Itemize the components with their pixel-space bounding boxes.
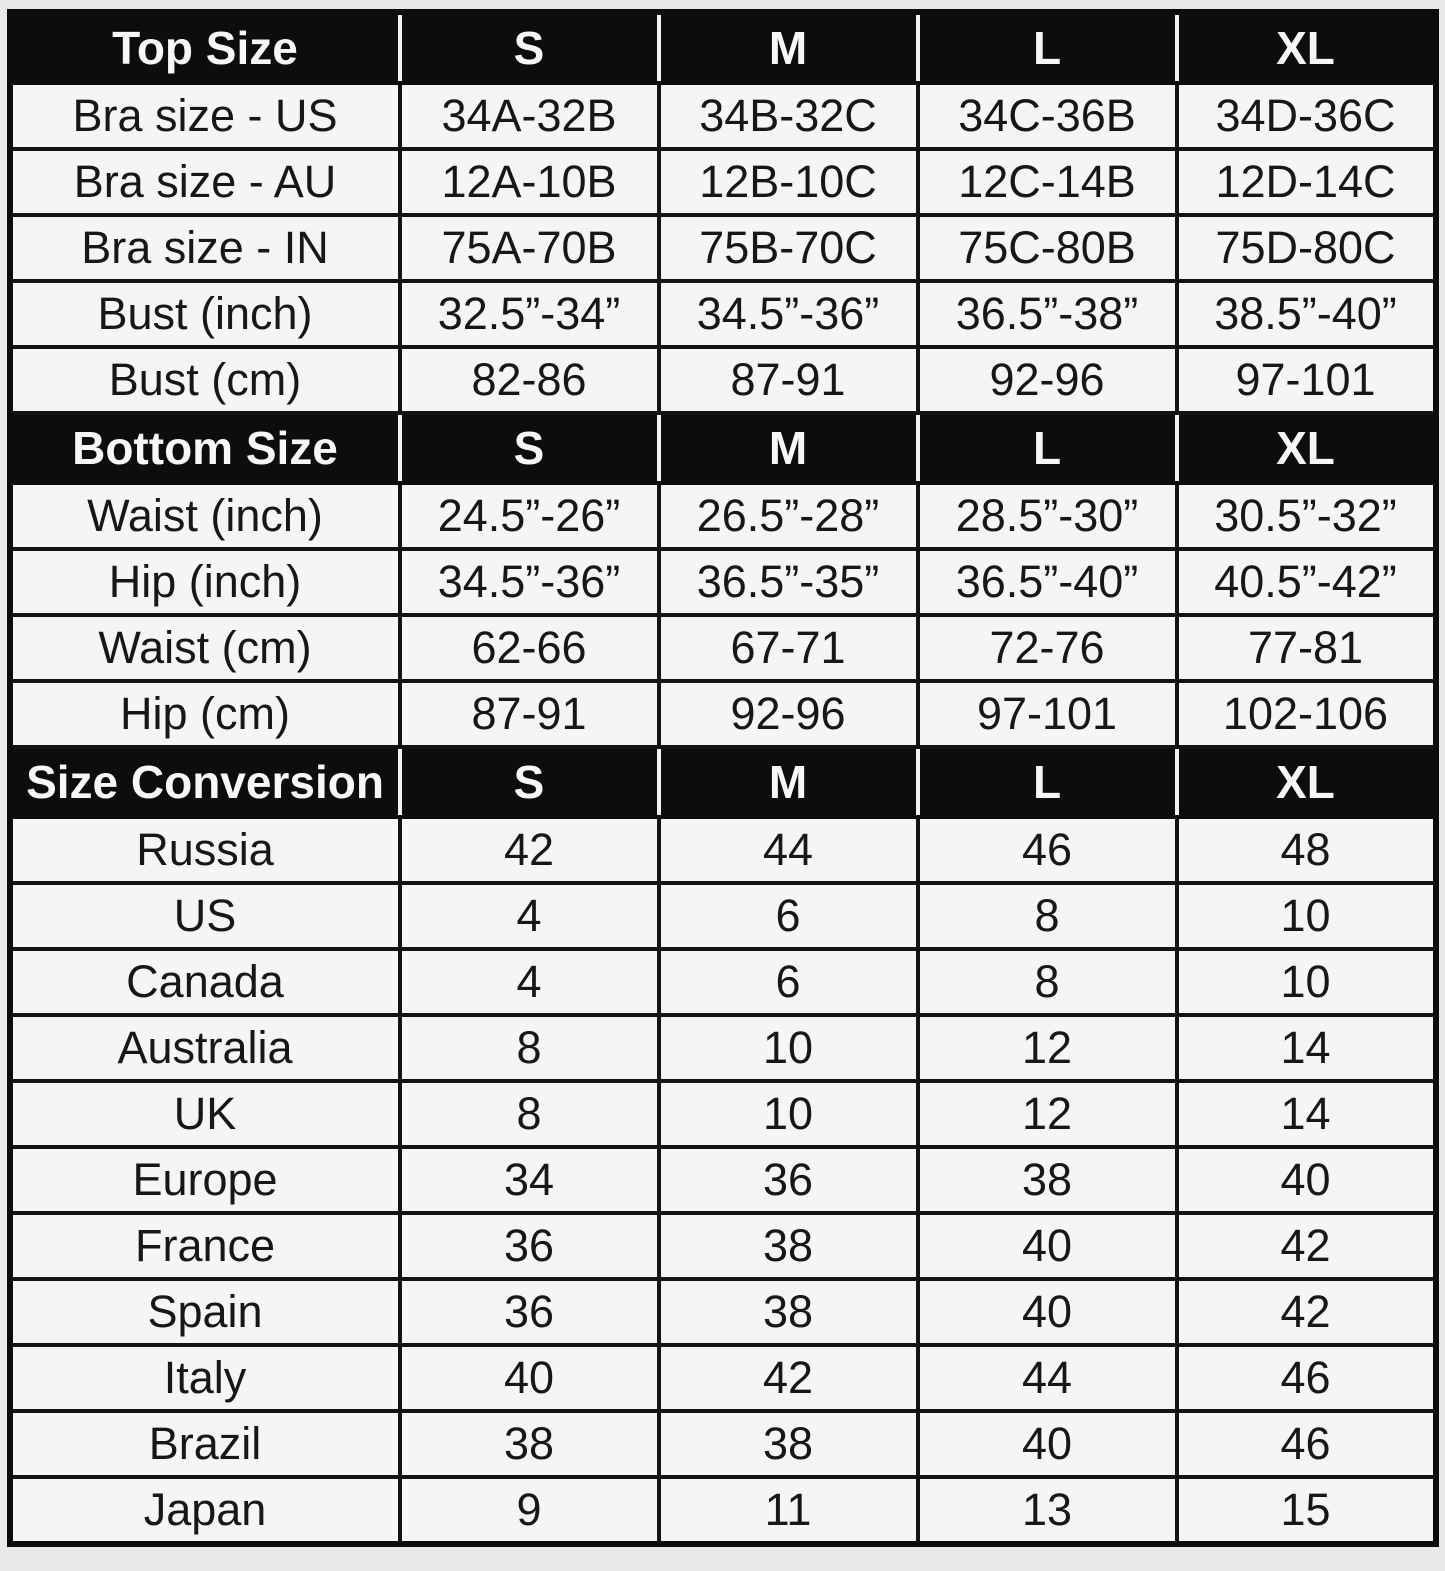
section-header-row-top-size xyxy=(10,12,1436,83)
value-cell: 34 xyxy=(400,1147,659,1213)
value-cell: 75D-80C xyxy=(1177,215,1436,281)
table-row-waist-cm xyxy=(10,615,1436,681)
row-label: Europe xyxy=(10,1147,400,1213)
value-cell: 38 xyxy=(659,1411,918,1477)
value-cell: 8 xyxy=(400,1015,659,1081)
column-header-l: L xyxy=(918,12,1177,83)
value-cell: 40 xyxy=(1177,1147,1436,1213)
table-row-bust-inch xyxy=(10,281,1436,347)
value-cell: 75A-70B xyxy=(400,215,659,281)
table-row-hip-inch xyxy=(10,549,1436,615)
table-row-us xyxy=(10,883,1436,949)
value-cell: 44 xyxy=(659,817,918,883)
row-label: Hip (inch) xyxy=(10,549,400,615)
value-cell: 97-101 xyxy=(918,681,1177,747)
table-row-uk xyxy=(10,1081,1436,1147)
value-cell: 38.5”-40” xyxy=(1177,281,1436,347)
value-cell: 10 xyxy=(1177,883,1436,949)
value-cell: 14 xyxy=(1177,1015,1436,1081)
column-header-s: S xyxy=(400,747,659,817)
value-cell: 32.5”-34” xyxy=(400,281,659,347)
value-cell: 36 xyxy=(659,1147,918,1213)
value-cell: 34B-32C xyxy=(659,83,918,149)
section-header-row-bottom-size xyxy=(10,413,1436,483)
value-cell: 13 xyxy=(918,1477,1177,1544)
row-label: Bra size - AU xyxy=(10,149,400,215)
table-row-bra-size-in xyxy=(10,215,1436,281)
value-cell: 40 xyxy=(400,1345,659,1411)
section-title: Bottom Size xyxy=(10,413,400,483)
column-header-s: S xyxy=(400,413,659,483)
row-label: US xyxy=(10,883,400,949)
value-cell: 12B-10C xyxy=(659,149,918,215)
value-cell: 14 xyxy=(1177,1081,1436,1147)
size-chart-body xyxy=(10,12,1436,1544)
value-cell: 87-91 xyxy=(659,347,918,413)
page xyxy=(0,9,1445,1571)
table-row-waist-inch xyxy=(10,483,1436,549)
value-cell: 34.5”-36” xyxy=(400,549,659,615)
value-cell: 11 xyxy=(659,1477,918,1544)
value-cell: 6 xyxy=(659,949,918,1015)
value-cell: 8 xyxy=(400,1081,659,1147)
table-row-hip-cm xyxy=(10,681,1436,747)
row-label: Russia xyxy=(10,817,400,883)
value-cell: 6 xyxy=(659,883,918,949)
row-label: Brazil xyxy=(10,1411,400,1477)
value-cell: 4 xyxy=(400,883,659,949)
value-cell: 12D-14C xyxy=(1177,149,1436,215)
value-cell: 77-81 xyxy=(1177,615,1436,681)
row-label: Australia xyxy=(10,1015,400,1081)
value-cell: 12 xyxy=(918,1081,1177,1147)
value-cell: 67-71 xyxy=(659,615,918,681)
value-cell: 38 xyxy=(659,1279,918,1345)
column-header-s: S xyxy=(400,12,659,83)
value-cell: 10 xyxy=(1177,949,1436,1015)
row-label: Bra size - IN xyxy=(10,215,400,281)
value-cell: 10 xyxy=(659,1081,918,1147)
column-header-xl: XL xyxy=(1177,413,1436,483)
column-header-l: L xyxy=(918,413,1177,483)
table-row-bra-size-au xyxy=(10,149,1436,215)
value-cell: 46 xyxy=(1177,1345,1436,1411)
value-cell: 24.5”-26” xyxy=(400,483,659,549)
value-cell: 42 xyxy=(1177,1279,1436,1345)
value-cell: 30.5”-32” xyxy=(1177,483,1436,549)
table-row-russia xyxy=(10,817,1436,883)
value-cell: 92-96 xyxy=(659,681,918,747)
row-label: Italy xyxy=(10,1345,400,1411)
value-cell: 87-91 xyxy=(400,681,659,747)
section-title: Top Size xyxy=(10,12,400,83)
row-label: France xyxy=(10,1213,400,1279)
column-header-l: L xyxy=(918,747,1177,817)
value-cell: 36 xyxy=(400,1279,659,1345)
value-cell: 12C-14B xyxy=(918,149,1177,215)
row-label: UK xyxy=(10,1081,400,1147)
table-row-europe xyxy=(10,1147,1436,1213)
size-chart-table xyxy=(7,9,1439,1547)
row-label: Bra size - US xyxy=(10,83,400,149)
value-cell: 72-76 xyxy=(918,615,1177,681)
value-cell: 28.5”-30” xyxy=(918,483,1177,549)
value-cell: 8 xyxy=(918,949,1177,1015)
table-row-bra-size-us xyxy=(10,83,1436,149)
value-cell: 46 xyxy=(918,817,1177,883)
value-cell: 48 xyxy=(1177,817,1436,883)
value-cell: 4 xyxy=(400,949,659,1015)
value-cell: 102-106 xyxy=(1177,681,1436,747)
value-cell: 8 xyxy=(918,883,1177,949)
row-label: Bust (inch) xyxy=(10,281,400,347)
value-cell: 34A-32B xyxy=(400,83,659,149)
table-row-australia xyxy=(10,1015,1436,1081)
table-row-canada xyxy=(10,949,1436,1015)
value-cell: 62-66 xyxy=(400,615,659,681)
value-cell: 36.5”-38” xyxy=(918,281,1177,347)
value-cell: 46 xyxy=(1177,1411,1436,1477)
value-cell: 38 xyxy=(659,1213,918,1279)
table-row-spain xyxy=(10,1279,1436,1345)
value-cell: 26.5”-28” xyxy=(659,483,918,549)
row-label: Hip (cm) xyxy=(10,681,400,747)
row-label: Waist (inch) xyxy=(10,483,400,549)
value-cell: 36.5”-40” xyxy=(918,549,1177,615)
value-cell: 97-101 xyxy=(1177,347,1436,413)
value-cell: 34D-36C xyxy=(1177,83,1436,149)
value-cell: 38 xyxy=(918,1147,1177,1213)
value-cell: 44 xyxy=(918,1345,1177,1411)
value-cell: 10 xyxy=(659,1015,918,1081)
row-label: Canada xyxy=(10,949,400,1015)
value-cell: 40.5”-42” xyxy=(1177,549,1436,615)
value-cell: 42 xyxy=(659,1345,918,1411)
value-cell: 92-96 xyxy=(918,347,1177,413)
value-cell: 34C-36B xyxy=(918,83,1177,149)
value-cell: 34.5”-36” xyxy=(659,281,918,347)
value-cell: 9 xyxy=(400,1477,659,1544)
column-header-m: M xyxy=(659,12,918,83)
row-label: Bust (cm) xyxy=(10,347,400,413)
value-cell: 82-86 xyxy=(400,347,659,413)
value-cell: 36.5”-35” xyxy=(659,549,918,615)
value-cell: 42 xyxy=(400,817,659,883)
value-cell: 36 xyxy=(400,1213,659,1279)
column-header-xl: XL xyxy=(1177,747,1436,817)
value-cell: 42 xyxy=(1177,1213,1436,1279)
section-title: Size Conversion xyxy=(10,747,400,817)
value-cell: 40 xyxy=(918,1411,1177,1477)
column-header-xl: XL xyxy=(1177,12,1436,83)
row-label: Spain xyxy=(10,1279,400,1345)
value-cell: 75C-80B xyxy=(918,215,1177,281)
table-row-italy xyxy=(10,1345,1436,1411)
table-row-brazil xyxy=(10,1411,1436,1477)
row-label: Waist (cm) xyxy=(10,615,400,681)
table-row-japan xyxy=(10,1477,1436,1544)
row-label: Japan xyxy=(10,1477,400,1544)
value-cell: 40 xyxy=(918,1279,1177,1345)
table-row-france xyxy=(10,1213,1436,1279)
value-cell: 12A-10B xyxy=(400,149,659,215)
column-header-m: M xyxy=(659,747,918,817)
value-cell: 15 xyxy=(1177,1477,1436,1544)
value-cell: 38 xyxy=(400,1411,659,1477)
column-header-m: M xyxy=(659,413,918,483)
value-cell: 75B-70C xyxy=(659,215,918,281)
table-row-bust-cm xyxy=(10,347,1436,413)
section-header-row-size-conversion xyxy=(10,747,1436,817)
value-cell: 40 xyxy=(918,1213,1177,1279)
value-cell: 12 xyxy=(918,1015,1177,1081)
